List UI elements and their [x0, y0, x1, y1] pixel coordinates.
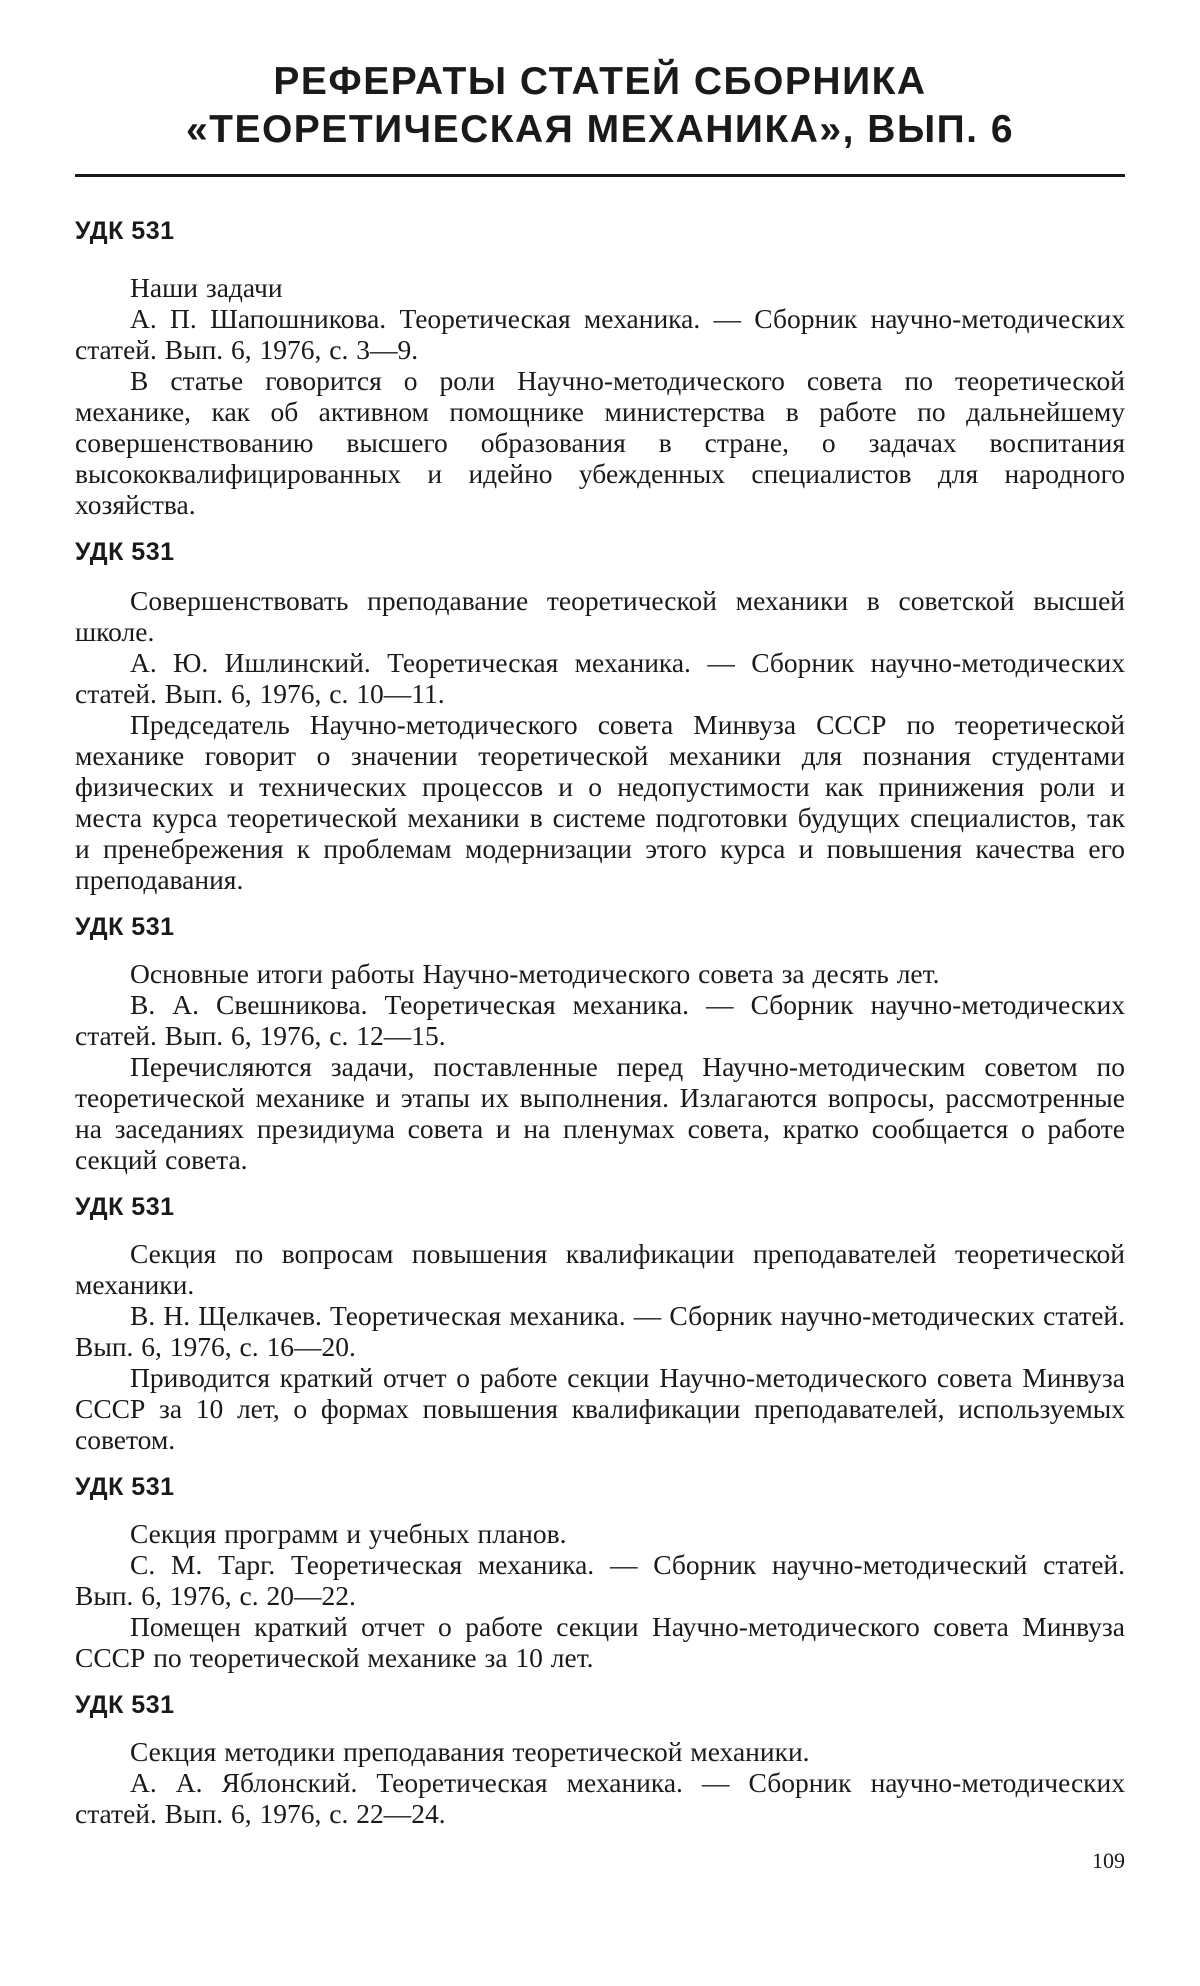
udk-heading: УДК 531 — [75, 538, 175, 566]
abstract-entry — [75, 1471, 1125, 1673]
article-citation: А. П. Шапошникова. Теоретическая механика. — Сборник научно-методических статей. Вып. 6, 1976, с. 3—9. — [75, 303, 1125, 365]
article-abstract: В статье говорится о роли Научно-методического совета по теоретической механике, как об активном помощнике министерства в работе по дальнейшему совершенствованию высшего образования в стране, о задачах воспитания высококвалифицированных и идейно убежденных специалистов для народного хозяйства. — [75, 365, 1125, 520]
article-citation: А. А. Яблонский. Теоретическая механика. — Сборник научно-методических статей. Вып. 6, 1976, с. 22—24. — [75, 1767, 1125, 1829]
page-title — [75, 58, 1125, 154]
document-page — [75, 58, 1125, 1958]
article-title: Основные итоги работы Научно-методического совета за десять лет. — [130, 958, 940, 989]
article-citation: С. М. Тарг. Теоретическая механика. — Сборник научно-методический статей. Вып. 6, 1976, с. 20—22. — [75, 1549, 1125, 1611]
udk-heading: УДК 531 — [75, 217, 175, 245]
article-abstract: Помещен краткий отчет о работе секции Научно-методического совета Минвуза СССР по теоретической механике за 10 лет. — [75, 1611, 1125, 1673]
article-citation: В. Н. Щелкачев. Теоретическая механика. — Сборник научно-методических статей. Вып. 6, 1976, с. 16—20. — [75, 1300, 1125, 1362]
abstract-entry — [75, 911, 1125, 1175]
abstract-entry — [75, 1191, 1125, 1455]
page-number: 109 — [1092, 1848, 1125, 1873]
abstract-entry — [75, 536, 1125, 895]
udk-heading: УДК 531 — [75, 913, 175, 941]
udk-heading: УДК 531 — [75, 1193, 175, 1221]
article-title: Наши задачи — [130, 272, 283, 303]
article-citation: А. Ю. Ишлинский. Теоретическая механика. — Сборник научно-методических статей. Вып. 6, 1976, с. 10—11. — [75, 647, 1125, 709]
article-title: Секция по вопросам повышения квалификации преподавателей теоретической механики. — [75, 1238, 1125, 1300]
article-title: Секция методики преподавания теоретической механики. — [130, 1736, 810, 1767]
udk-heading: УДК 531 — [75, 1473, 175, 1501]
article-title: Совершенствовать преподавание теоретической механики в советской высшей школе. — [75, 585, 1125, 647]
article-abstract: Перечисляются задачи, поставленные перед Научно-методическим советом по теоретической механике и этапы их выполнения. Излагаются вопросы, рассмотренные на заседаниях президиума совета и на пленумах совета, кратко сообщается о работе секций совета. — [75, 1051, 1125, 1175]
udk-heading: УДК 531 — [75, 1691, 175, 1719]
article-title: Секция программ и учебных планов. — [130, 1518, 567, 1549]
abstract-entry — [75, 1689, 1125, 1829]
abstract-entry — [75, 215, 1125, 520]
article-citation: В. А. Свешникова. Теоретическая механика. — Сборник научно-методических статей. Вып. 6, 1976, с. 12—15. — [75, 989, 1125, 1051]
page-title-line-1: РЕФЕРАТЫ СТАТЕЙ СБОРНИКА — [273, 60, 927, 103]
article-abstract: Председатель Научно-методического совета Минвуза СССР по теоретической механике говорит о значении теоретической механики для познания студентами физических и технических процессов и о недопустимости как принижения роли и места курса теоретической механики в системе подготовки будущих специалистов, так и пренебрежения к проблемам модернизации этого курса и повышения качества его преподавания. — [75, 709, 1125, 895]
title-divider — [75, 174, 1125, 177]
page-title-line-2: «ТЕОРЕТИЧЕСКАЯ МЕХАНИКА», ВЫП. 6 — [185, 108, 1015, 151]
article-abstract: Приводится краткий отчет о работе секции Научно-методического совета Минвуза СССР за 10 лет, о формах повышения квалификации преподавателей, используемых советом. — [75, 1362, 1125, 1455]
